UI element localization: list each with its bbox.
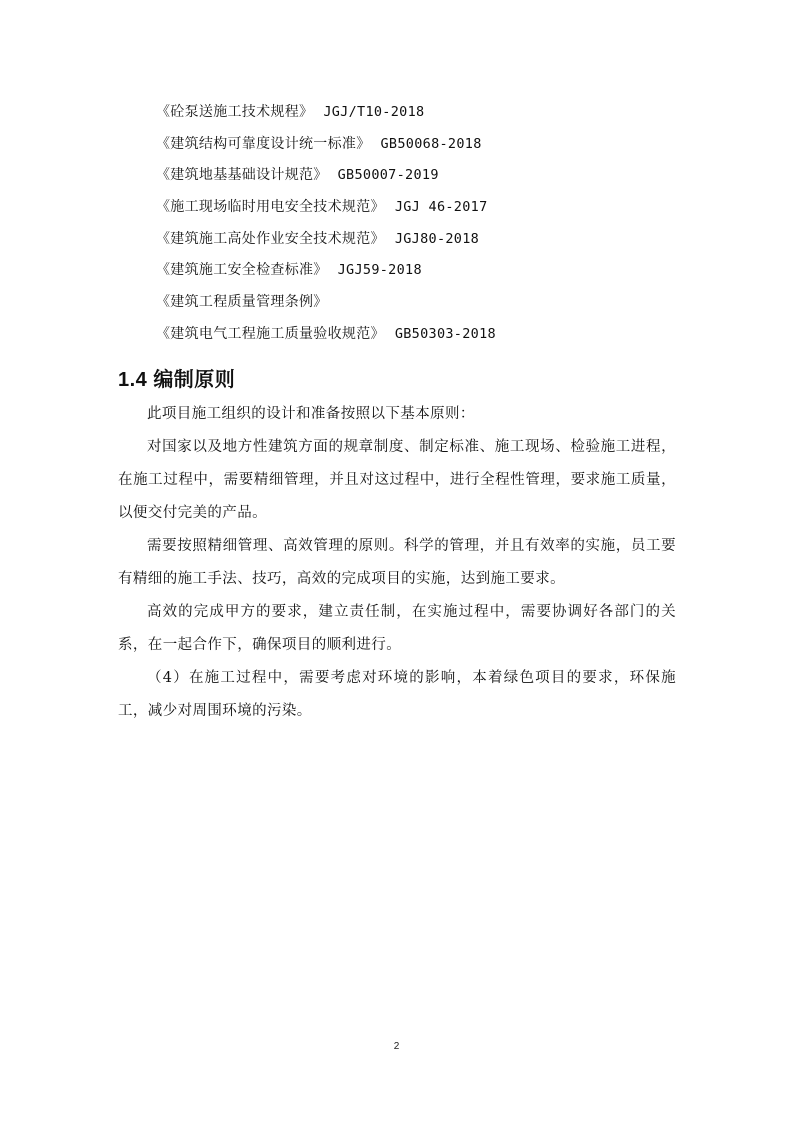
standard-title: 《施工现场临时用电安全技术规范》 (156, 199, 385, 216)
standard-title: 《建筑施工高处作业安全技术规范》 (156, 230, 385, 247)
paragraph: 需要按照精细管理、高效管理的原则。科学的管理，并且有效率的实施，员工要有精细的施工手法、技巧，高效的完成项目的实施，达到施工要求。 (118, 537, 676, 587)
standard-item (118, 255, 676, 287)
standard-title: 《建筑施工安全检查标准》 (156, 262, 328, 279)
standards-list (118, 97, 676, 351)
standard-item (118, 129, 676, 161)
standard-title: 《砼泵送施工技术规程》 (156, 104, 314, 120)
page-number: 2 (393, 1041, 400, 1052)
standard-title: 《建筑工程质量管理条例》 (156, 294, 328, 311)
standard-code: GB50068-2018 (380, 135, 482, 152)
section-number: 1.4 (118, 368, 148, 391)
page-content (118, 97, 676, 728)
standard-code: GB50303-2018 (394, 325, 496, 342)
paragraph: 高效的完成甲方的要求，建立责任制，在实施过程中，需要协调好各部门的关系，在一起合作下，确保项目的顺利进行。 (118, 603, 676, 653)
paragraph: （4）在施工过程中，需要考虑对环境的影响，本着绿色项目的要求，环保施工，减少对周围环境的污染。 (118, 669, 676, 719)
standard-title: 《建筑电气工程施工质量验收规范》 (156, 325, 385, 342)
standard-code: JGJ/T10-2018 (323, 104, 425, 120)
standard-title: 《建筑结构可靠度设计统一标准》 (156, 135, 371, 152)
standard-item (118, 287, 676, 319)
standard-code: JGJ59-2018 (337, 262, 422, 279)
section-title: 编制原则 (153, 368, 236, 391)
section-heading (118, 362, 676, 398)
standard-code: JGJ80-2018 (394, 230, 480, 247)
standard-item (118, 224, 676, 256)
standard-item (118, 192, 676, 224)
paragraph: 此项目施工组织的设计和准备按照以下基本原则： (147, 405, 475, 422)
standard-title: 《建筑地基基础设计规范》 (156, 167, 328, 184)
standard-code: GB50007-2019 (337, 167, 439, 184)
paragraph: 对国家以及地方性建筑方面的规章制度、制定标准、施工现场、检验施工进程，在施工过程中，需要精细管理，并且对这过程中，进行全程性管理，要求施工质量，以便交付完美的产品。 (118, 438, 676, 521)
standard-code: JGJ 46-2017 (394, 199, 488, 216)
standard-item (118, 160, 676, 192)
standard-item (118, 319, 676, 351)
standard-item (118, 97, 676, 129)
